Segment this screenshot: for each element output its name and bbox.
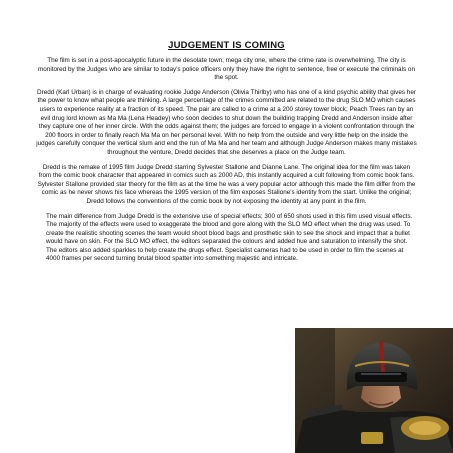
- paragraph-plot: Dredd (Karl Urban) is in charge of evaluating rookie Judge Anderson (Olivia Thirlby) who has one of a kind psychic ability that gives her the power to know what people are thinking. A large percentage of the crimes committed are related to the drug SLO MO which causes users to experience reality at a fraction of its speed. The pair are called to a crime at a 200 storey tower block; Peach Trees ran by an evil drug lord known as Ma Ma (Lena Headey) who soon decides to shut down the building trapping Dredd and Anderson inside after they capture one of her inner circle. With the odds against them; the judges are forced to engage in a violent confrontation through the 200 floors in order to finally reach Ma Ma on her personal level. With no help from the outside and very little help on the inside the judges carefully conquer the vertical slum and end the run of Ma Ma and her team and although Judge Anderson makes many mistakes throughout the venture, Dredd decides that she deserves a place on the Judge team.: [36, 88, 417, 156]
- paragraph-remake: Dredd is the remake of 1995 film Judge Dredd starring Sylvester Stallone and Dianne Lane. The original idea for the film was taken from the comic book character that appeared in comics such as 2000 AD, this instantly acquired a cult following from comic book fans. Sylvester Stallone provided star theory for the film as at the time he was a very popular actor although this made the film differ from the comic as he never shows his face whereas the 1995 version of the film exposes Stallone's identity from the start. Unlike the original; Dredd follows the conventions of the comic book by not exposing the identity at any point in the film.: [37, 163, 416, 205]
- paragraph-effects: The main difference from Judge Dredd is the extensive use of special effects; 300 of 650 shots used in this film used visual effects. The majority of the effects were used to exaggerate the blood and gore along with the SLO MO effect when the drug was used. To create the realistic shooting scenes the team would shoot blood bags and prosthetic skin to see the shock and impact that a bullet would have on skin. For the SLO MO effect, the editors separated the colours and added hue and saturation to intensify the shot. The editors also added sparkles to help create the drugs effect. Specialist cameras had to be used in order to film the scenes at 4000 frames per second turning brutal blood spatter into something majestic and intricate.: [46, 212, 413, 263]
- judge-dredd-photo: [295, 328, 453, 453]
- paragraph-setting: The film is set in a post-apocalyptic future in the desolate town; mega city one, where the crime rate is overwhelming. The city is monitored by the Judges who are similar to today's police officers only they have the right to sentence, free or execute the criminals on the spot.: [38, 57, 415, 82]
- document-title: JUDGEMENT IS COMING: [168, 40, 285, 51]
